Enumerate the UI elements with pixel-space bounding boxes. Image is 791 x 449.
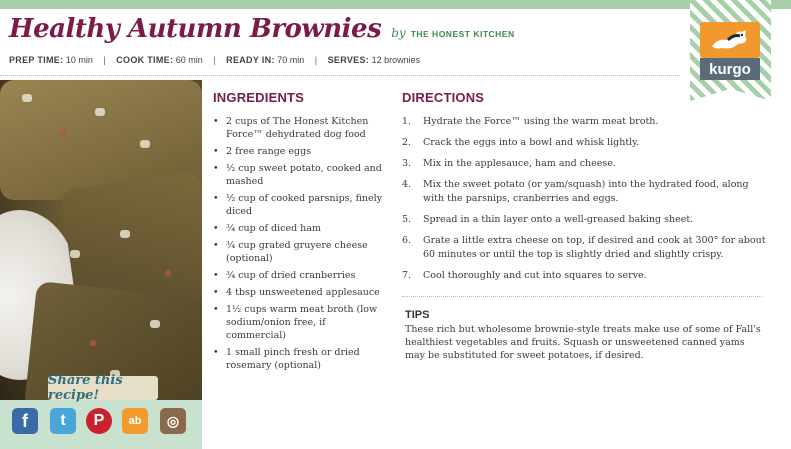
list-item [402, 178, 772, 206]
list-item: • 1 small pinch fresh or dried rosemary (optional) [213, 346, 383, 372]
serves-label: SERVES: [327, 55, 370, 65]
step-number: 6. [402, 235, 412, 246]
directions-section [402, 90, 772, 290]
tips-text: These rich but wholesome brownie-style treats make use of some of Fall's healthiest vegetables and fruits. Squash or unsweetened canned yams may be substituted for sweet potatoes, if desired. [405, 324, 761, 361]
cranberry-speck [165, 270, 171, 276]
pinterest-icon[interactable]: P [86, 408, 112, 434]
top-accent-bar [0, 0, 791, 9]
allrecipes-icon[interactable]: ab [122, 408, 148, 434]
step-text: Mix in the applesauce, ham and cheese. [423, 158, 616, 169]
meta-separator: | [103, 55, 106, 65]
list-item: • 2 cups of The Honest Kitchen Force™ dehydrated dog food [213, 115, 383, 141]
list-item [402, 157, 772, 171]
step-text: Hydrate the Force™ using the warm meat broth. [423, 116, 659, 127]
ingredient-speck [140, 140, 150, 148]
cook-time-value: 60 min [175, 55, 203, 65]
ingredient-speck [95, 108, 105, 116]
ingredients-list [213, 115, 383, 372]
logo-wordmark: kurgo [700, 58, 760, 80]
recipe-meta [9, 55, 420, 65]
step-text: Cool thoroughly and cut into squares to serve. [423, 270, 647, 281]
step-number: 1. [402, 116, 412, 127]
step-number: 4. [402, 179, 412, 190]
recipe-header [9, 14, 515, 46]
instagram-icon[interactable]: ◎ [160, 408, 186, 434]
list-item: • 4 tbsp unsweetened applesauce [213, 286, 383, 299]
step-text: Crack the eggs into a bowl and whisk lightly. [423, 137, 640, 148]
ready-in-value: 70 min [277, 55, 305, 65]
cook-time-label: COOK TIME: [116, 55, 174, 65]
list-item [402, 115, 772, 129]
list-item: • ½ cup sweet potato, cooked and mashed [213, 162, 383, 188]
cranberry-speck [60, 130, 66, 136]
share-label: Share this recipe! [48, 373, 123, 403]
tips-divider [402, 296, 762, 297]
byline-brand[interactable]: THE HONEST KITCHEN [410, 29, 515, 39]
step-number: 7. [402, 270, 412, 281]
ingredient-speck [120, 230, 130, 238]
list-item: • 1½ cups warm meat broth (low sodium/onion free, if commercial) [213, 303, 383, 342]
recipe-photo [0, 80, 202, 400]
twitter-icon[interactable]: t [50, 408, 76, 434]
list-item [402, 136, 772, 150]
list-item [402, 213, 772, 227]
tips-heading: TIPS [405, 309, 430, 321]
list-item: • 2 free range eggs [213, 145, 383, 158]
prep-time-value: 10 min [65, 55, 93, 65]
ingredients-heading: INGREDIENTS [213, 90, 305, 105]
serves-value: 12 brownies [371, 55, 421, 65]
meta-divider [0, 75, 680, 76]
recipe-title: Healthy Autumn Brownies [9, 14, 382, 44]
facebook-icon[interactable]: f [12, 408, 38, 434]
ready-in-label: READY IN: [226, 55, 275, 65]
prep-time-label: PREP TIME: [9, 55, 64, 65]
ingredient-speck [70, 250, 80, 258]
step-number: 5. [402, 214, 412, 225]
ingredient-speck [150, 320, 160, 328]
list-item: • ¾ cup of diced ham [213, 222, 383, 235]
share-banner [48, 373, 158, 403]
kurgo-logo[interactable] [700, 22, 760, 80]
list-item [402, 234, 772, 262]
directions-heading: DIRECTIONS [402, 90, 485, 105]
byline-by: by [391, 26, 406, 40]
ingredients-section [213, 90, 383, 376]
dog-icon [700, 22, 760, 58]
list-item: • ¾ cup of dried cranberries [213, 269, 383, 282]
step-number: 2. [402, 137, 412, 148]
step-text: Mix the sweet potato (or yam/squash) into the hydrated food, along with the parsnips, cranberries and eggs. [423, 179, 749, 204]
step-number: 3. [402, 158, 412, 169]
tips-section [405, 309, 765, 362]
list-item: • ¾ cup grated gruyere cheese (optional) [213, 239, 383, 265]
meta-separator: | [314, 55, 318, 65]
list-item: • ½ cup of cooked parsnips, finely diced [213, 192, 383, 218]
step-text: Grate a little extra cheese on top, if desired and cook at 300° for about 60 minutes or until the top is slightly dried and slightly crispy. [423, 235, 766, 260]
directions-list [402, 115, 772, 283]
list-item [402, 269, 772, 283]
step-text: Spread in a thin layer onto a well-greased baking sheet. [423, 214, 694, 225]
ingredient-speck [22, 94, 32, 102]
cranberry-speck [90, 340, 96, 346]
meta-separator: | [213, 55, 216, 65]
